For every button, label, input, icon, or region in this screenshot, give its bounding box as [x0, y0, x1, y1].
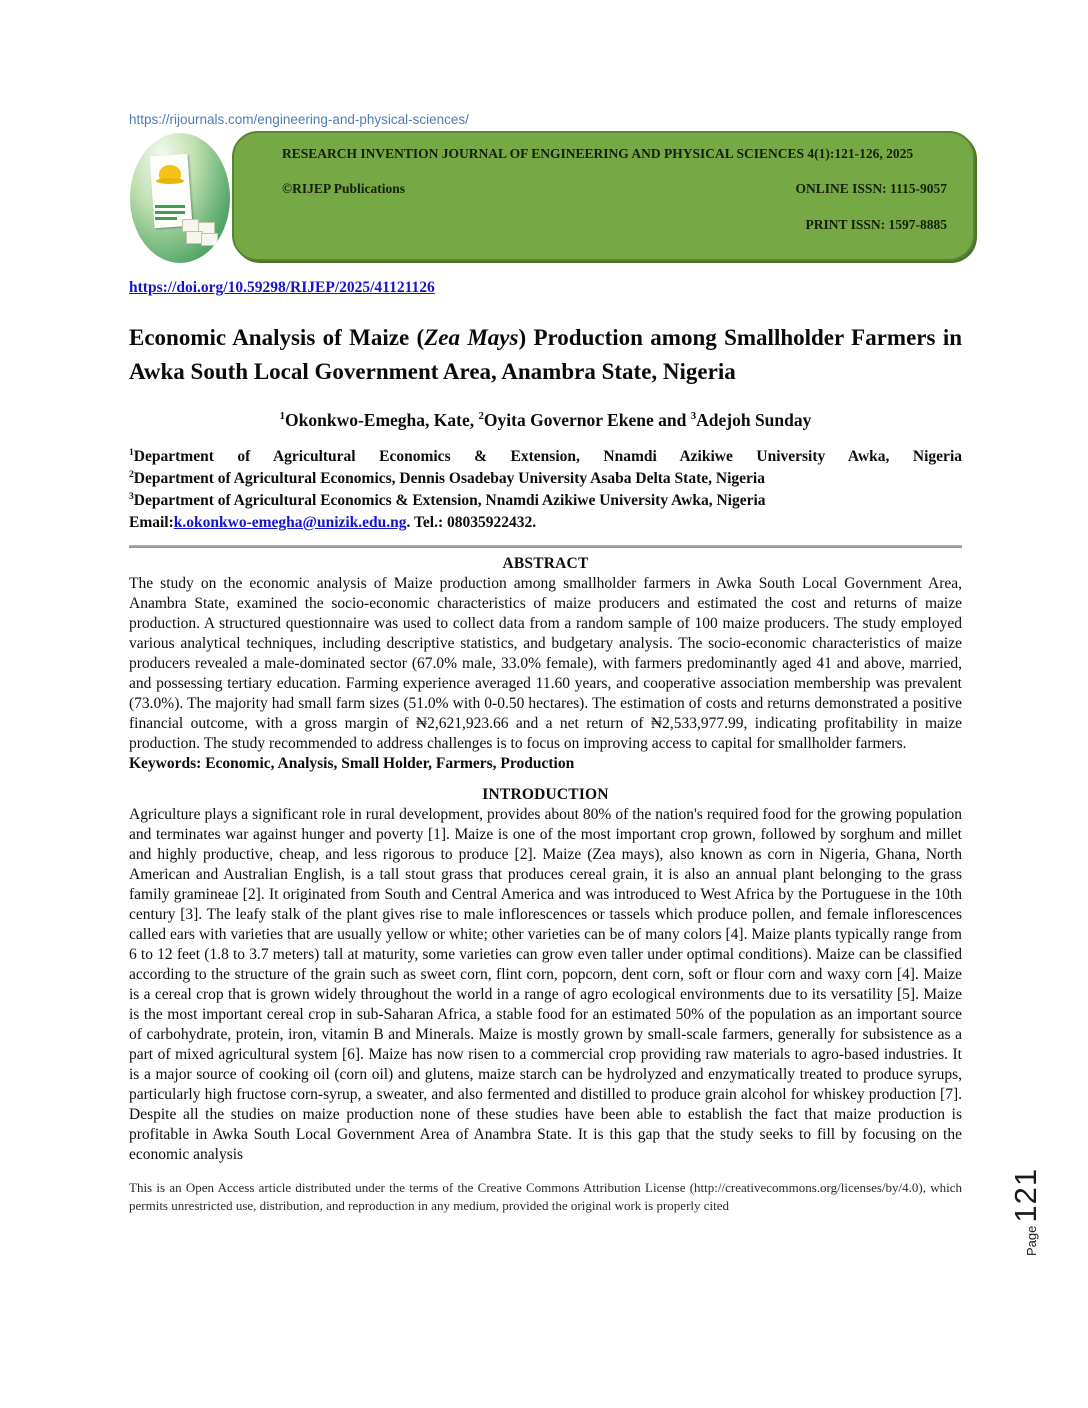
- affiliation-text: Department of Agricultural Economics & Extension, Nnamdi Azikiwe University Awka, Nigeria: [133, 448, 962, 465]
- introduction-body: Agriculture plays a significant role in rural development, provides about 80% of the nation's required food for the growing population and terminates war against hunger and poverty [1]. Maize is one of the most important crop grown, followed by sorghum and millet and highly productive, cheap, and less rigorous to produce [2]. Maize (Zea mays), also known as corn in Nigeria, Ghana, North American and Australian English, is a tall stout grass that produces cereal grain, it is also an annual plant belonging to the grass family gramineae [2]. It originated from South and Central America and was introduced to West Africa by the Portuguese in the 10th century [3]. The leafy stalk of the plant gives rise to male inflorescences or tassels which produce pollen, and female inflorescences called ears with varieties that are usually yellow or white; other varieties can be of many colors [4]. Maize plants typically range from 6 to 12 feet (1.8 to 3.7 meters) tall at maturity, some varieties can grow even taller under optimal conditions). Maize can be classified according to the structure of the grain such as sweet corn, flint corn, popcorn, dent corn, soft or flour corn and waxy corn [4]. Maize is a cereal crop that is grown widely throughout the world in a range of agro ecological environments due to its versatility [5]. Maize is the most important cereal crop in sub-Saharan Africa, a stable food for an estimated 50% of the population as an important source of carbohydrate, protein, iron, vitamin B and Minerals. Maize is mostly grown by small-scale farmers, generally for subsistence as a part of mixed agricultural system [6]. Maize has now risen to a commercial crop providing raw materials to agro-based industries. It is a major source of cooking oil (corn oil) and glutens, maize starch can be hydrolyzed and enzymatically treated to produce syrups, particularly high fructose corn-syrup, a sweater, and also fermented and distilled to produce grain alcohol for whiskey production [7]. Despite all the studies on maize production none of these studies have been able to establish the fact that maize production is profitable in Awka South Local Government Area of Anambra State. It is this gap that the study seeks to fill by focusing on the economic analysis: [129, 806, 962, 1163]
- introduction-heading: INTRODUCTION: [482, 786, 609, 803]
- logo-caption-line: [155, 217, 177, 220]
- journal-citation-line: RESEARCH INVENTION JOURNAL OF ENGINEERING AND PHYSICAL SCIENCES 4(1):121-126, 2025: [282, 146, 914, 161]
- page-number: 121: [1008, 1167, 1043, 1223]
- logo-caption-line: [155, 211, 185, 214]
- journal-banner: [232, 131, 975, 261]
- abstract-body: The study on the economic analysis of Maize production among smallholder farmers in Awka South Local Government Area, Anambra State, examined the socio-economic characteristics of maize producers and estimated the cost and returns of maize production. A structured questionnaire was used to collect data from a random sample of 100 maize producers. The study employed various analytical techniques, including descriptive statistics, and budgetary analysis. The socio-economic characteristics of maize producers revealed a male-dominated sector (67.0% male, 33.0% female), with farmers predominantly aged 41 and above, married, and possessing tertiary education. Farming experience averaged 11.60 years, and cooperative association membership was prevalent (73.0%). The majority had small farm sizes (51.0% with 0-0.50 hectares). The estimation of costs and returns demonstrated a positive financial outcome, with a gross margin of ₦2,621,923.66 and a net return of ₦2,533,977.99, indicating profitability in maize production. The study recommended to address challenges is to focus on improving access to capital for smallholder farmers.: [129, 575, 962, 752]
- affiliation-text: Department of Agricultural Economics & Extension, Nnamdi Azikiwe University Awka, Nigeria: [133, 492, 766, 509]
- journal-site-link[interactable]: https://rijournals.com/engineering-and-physical-sciences/: [129, 112, 469, 127]
- contact-line: [129, 512, 962, 534]
- section-divider: [129, 545, 962, 548]
- abstract-heading: ABSTRACT: [502, 555, 589, 572]
- author-sup: 3: [690, 410, 697, 423]
- logo-block: [201, 233, 218, 246]
- keywords-line: Keywords: Economic, Analysis, Small Holder, Farmers, Production: [129, 755, 575, 772]
- doi-link[interactable]: https://doi.org/10.59298/RIJEP/2025/41121126: [129, 279, 435, 296]
- affiliation-sup: 1: [129, 446, 134, 458]
- authors-line: [129, 410, 962, 431]
- license-note: This is an Open Access article distributed under the terms of the Creative Commons Attribution License (http://creativecommons.org/licenses/by/4.0), which permits unrestricted use, distribution, and reproduction in any medium, provided the original work is properly cited: [129, 1180, 962, 1213]
- title-text-pre: Economic Analysis of Maize (: [129, 325, 425, 350]
- author-sup: 1: [279, 410, 286, 423]
- phone-text: . Tel.: 08035922432.: [406, 514, 537, 531]
- email-link[interactable]: k.okonkwo-emegha@unizik.edu.ng: [173, 514, 407, 531]
- publisher-label: ©RIJEP Publications: [282, 181, 405, 196]
- author-name: Oyita Governor Ekene and: [483, 410, 691, 430]
- affiliation-text: Department of Agricultural Economics, Dennis Osadebay University Asaba Delta State, Nigeria: [133, 470, 765, 487]
- author-name: Adejoh Sunday: [696, 410, 812, 430]
- affiliation-line: [129, 468, 962, 490]
- author-sup: 2: [478, 410, 484, 423]
- affiliation-sup: 2: [129, 468, 134, 480]
- affiliations-block: [129, 446, 962, 534]
- print-issn-label: PRINT ISSN: 1597-8885: [805, 217, 947, 232]
- online-issn-label: ONLINE ISSN: 1115-9057: [795, 181, 947, 196]
- title-species-italic: Zea Mays: [424, 325, 519, 350]
- introduction-section: [129, 786, 962, 1165]
- email-label: Email:: [129, 514, 174, 531]
- logo-blocks-icon: [182, 219, 216, 245]
- article-title: [129, 321, 962, 389]
- journal-books-hardhat-logo-icon: [130, 133, 230, 263]
- logo-caption-line: [155, 205, 185, 208]
- logo-hardhat-icon: [159, 165, 181, 183]
- journal-masthead: [129, 131, 962, 265]
- paper-page: [129, 0, 962, 1214]
- page-number-marker: [1008, 1116, 1044, 1256]
- author-name: Okonkwo-Emegha, Kate,: [285, 410, 479, 430]
- affiliation-sup: 3: [129, 490, 134, 502]
- affiliation-line: [129, 490, 962, 512]
- page-label: Page: [1024, 1225, 1039, 1256]
- title-text-post: ) Production among Smallholder Farmers in Awka South Local Government Area, Anambra State, Nigeria: [129, 325, 962, 384]
- affiliation-line: [129, 446, 962, 468]
